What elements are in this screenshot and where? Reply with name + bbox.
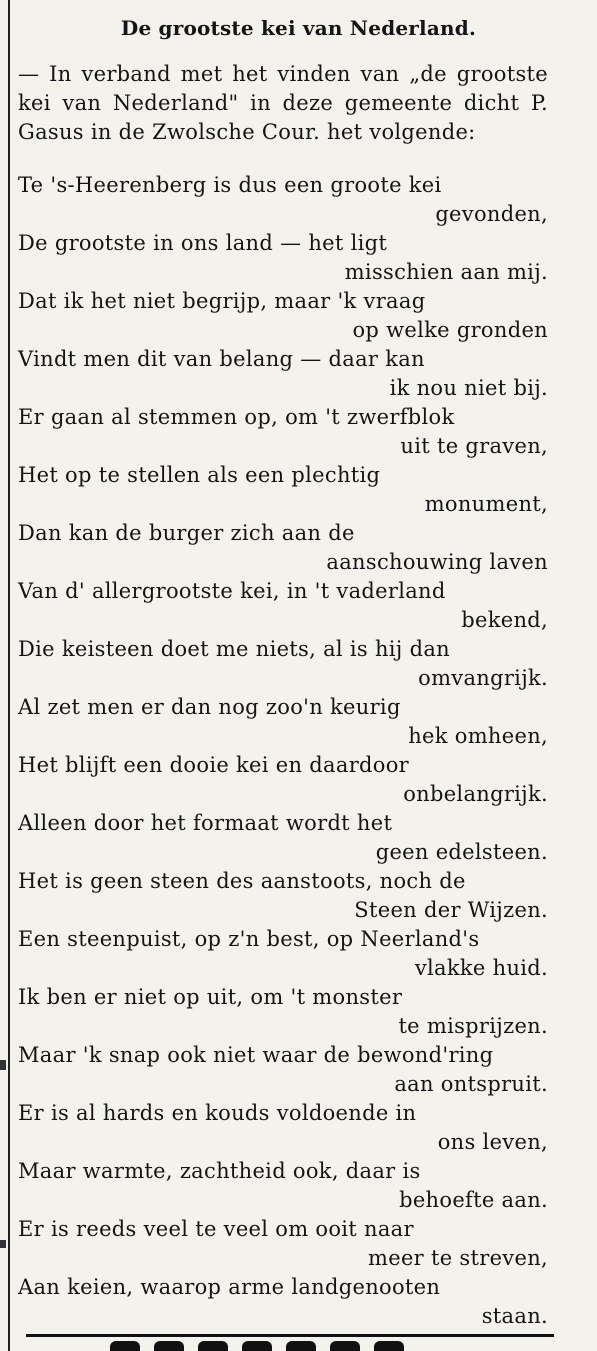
- poem: [18, 171, 548, 1331]
- poem-line-continuation: hek omheen,: [408, 724, 548, 748]
- article-title: De grootste kei van Nederland.: [120, 16, 477, 40]
- poem-line: Een steenpuist, op z'n best, op Neerland's: [18, 927, 480, 951]
- article-intro: — In verband met het vinden van „de grootste kei van Nederland" in deze gemeente dicht P. Gasus in de Zwolsche Cour. het volgende:: [18, 62, 548, 144]
- edge-mark: [0, 1240, 6, 1248]
- poem-line: Aan keien, waarop arme landgenooten: [18, 1275, 441, 1299]
- poem-line: Er is reeds veel te veel om ooit naar: [18, 1217, 414, 1241]
- column-rule: [8, 0, 10, 1351]
- poem-line-continuation: meer te streven,: [368, 1246, 548, 1270]
- poem-line: Er is al hards en kouds voldoende in: [18, 1101, 417, 1125]
- section-divider: [26, 1334, 554, 1337]
- poem-line-continuation: misschien aan mij.: [344, 260, 548, 284]
- edge-mark: [0, 1060, 6, 1070]
- poem-line: Al zet men er dan nog zoo'n keurig: [18, 695, 401, 719]
- poem-line: Het op te stellen als een plechtig: [18, 463, 381, 487]
- poem-line-continuation: staan.: [481, 1304, 548, 1328]
- poem-line: Die keisteen doet me niets, al is hij dan: [18, 637, 450, 661]
- poem-line-continuation: ik nou niet bij.: [389, 376, 548, 400]
- poem-line: Van d' allergrootste kei, in 't vaderland: [18, 579, 446, 603]
- poem-line: Vindt men dit van belang — daar kan: [18, 347, 425, 371]
- poem-line: Dan kan de burger zich aan de: [18, 521, 355, 545]
- poem-line-continuation: ons leven,: [437, 1130, 548, 1154]
- poem-line-continuation: aan ontspruit.: [394, 1072, 548, 1096]
- poem-line: De grootste in ons land — het ligt: [18, 231, 388, 255]
- poem-line-continuation: op welke gronden: [352, 318, 548, 342]
- poem-line-continuation: geen edelsteen.: [375, 840, 548, 864]
- poem-line-continuation: gevonden,: [435, 202, 548, 226]
- poem-line: Het is geen steen des aanstoots, noch de: [18, 869, 466, 893]
- poem-line-continuation: te misprijzen.: [398, 1014, 548, 1038]
- poem-line: Dat ik het niet begrijp, maar 'k vraag: [18, 289, 426, 313]
- poem-line-continuation: onbelangrijk.: [403, 782, 548, 806]
- poem-line-continuation: monument,: [424, 492, 548, 516]
- poem-line: Alleen door het formaat wordt het: [18, 811, 393, 835]
- poem-line: Maar warmte, zachtheid ook, daar is: [18, 1159, 421, 1183]
- poem-line-continuation: uit te graven,: [400, 434, 548, 458]
- poem-line: Ik ben er niet op uit, om 't monster: [18, 985, 403, 1009]
- poem-line-continuation: omvangrijk.: [418, 666, 548, 690]
- poem-line-continuation: vlakke huid.: [414, 956, 548, 980]
- poem-line-continuation: aanschouwing laven: [326, 550, 548, 574]
- poem-line-continuation: bekend,: [461, 608, 548, 632]
- next-article-heading-fragment: [110, 1340, 470, 1351]
- poem-line-continuation: behoefte aan.: [399, 1188, 548, 1212]
- poem-line: Er gaan al stemmen op, om 't zwerfblok: [18, 405, 455, 429]
- poem-line-continuation: Steen der Wijzen.: [354, 898, 548, 922]
- poem-line: Het blijft een dooie kei en daardoor: [18, 753, 409, 777]
- poem-line: Te 's-Heerenberg is dus een groote kei: [18, 173, 442, 197]
- poem-line: Maar 'k snap ook niet waar de bewond'ring: [18, 1043, 494, 1067]
